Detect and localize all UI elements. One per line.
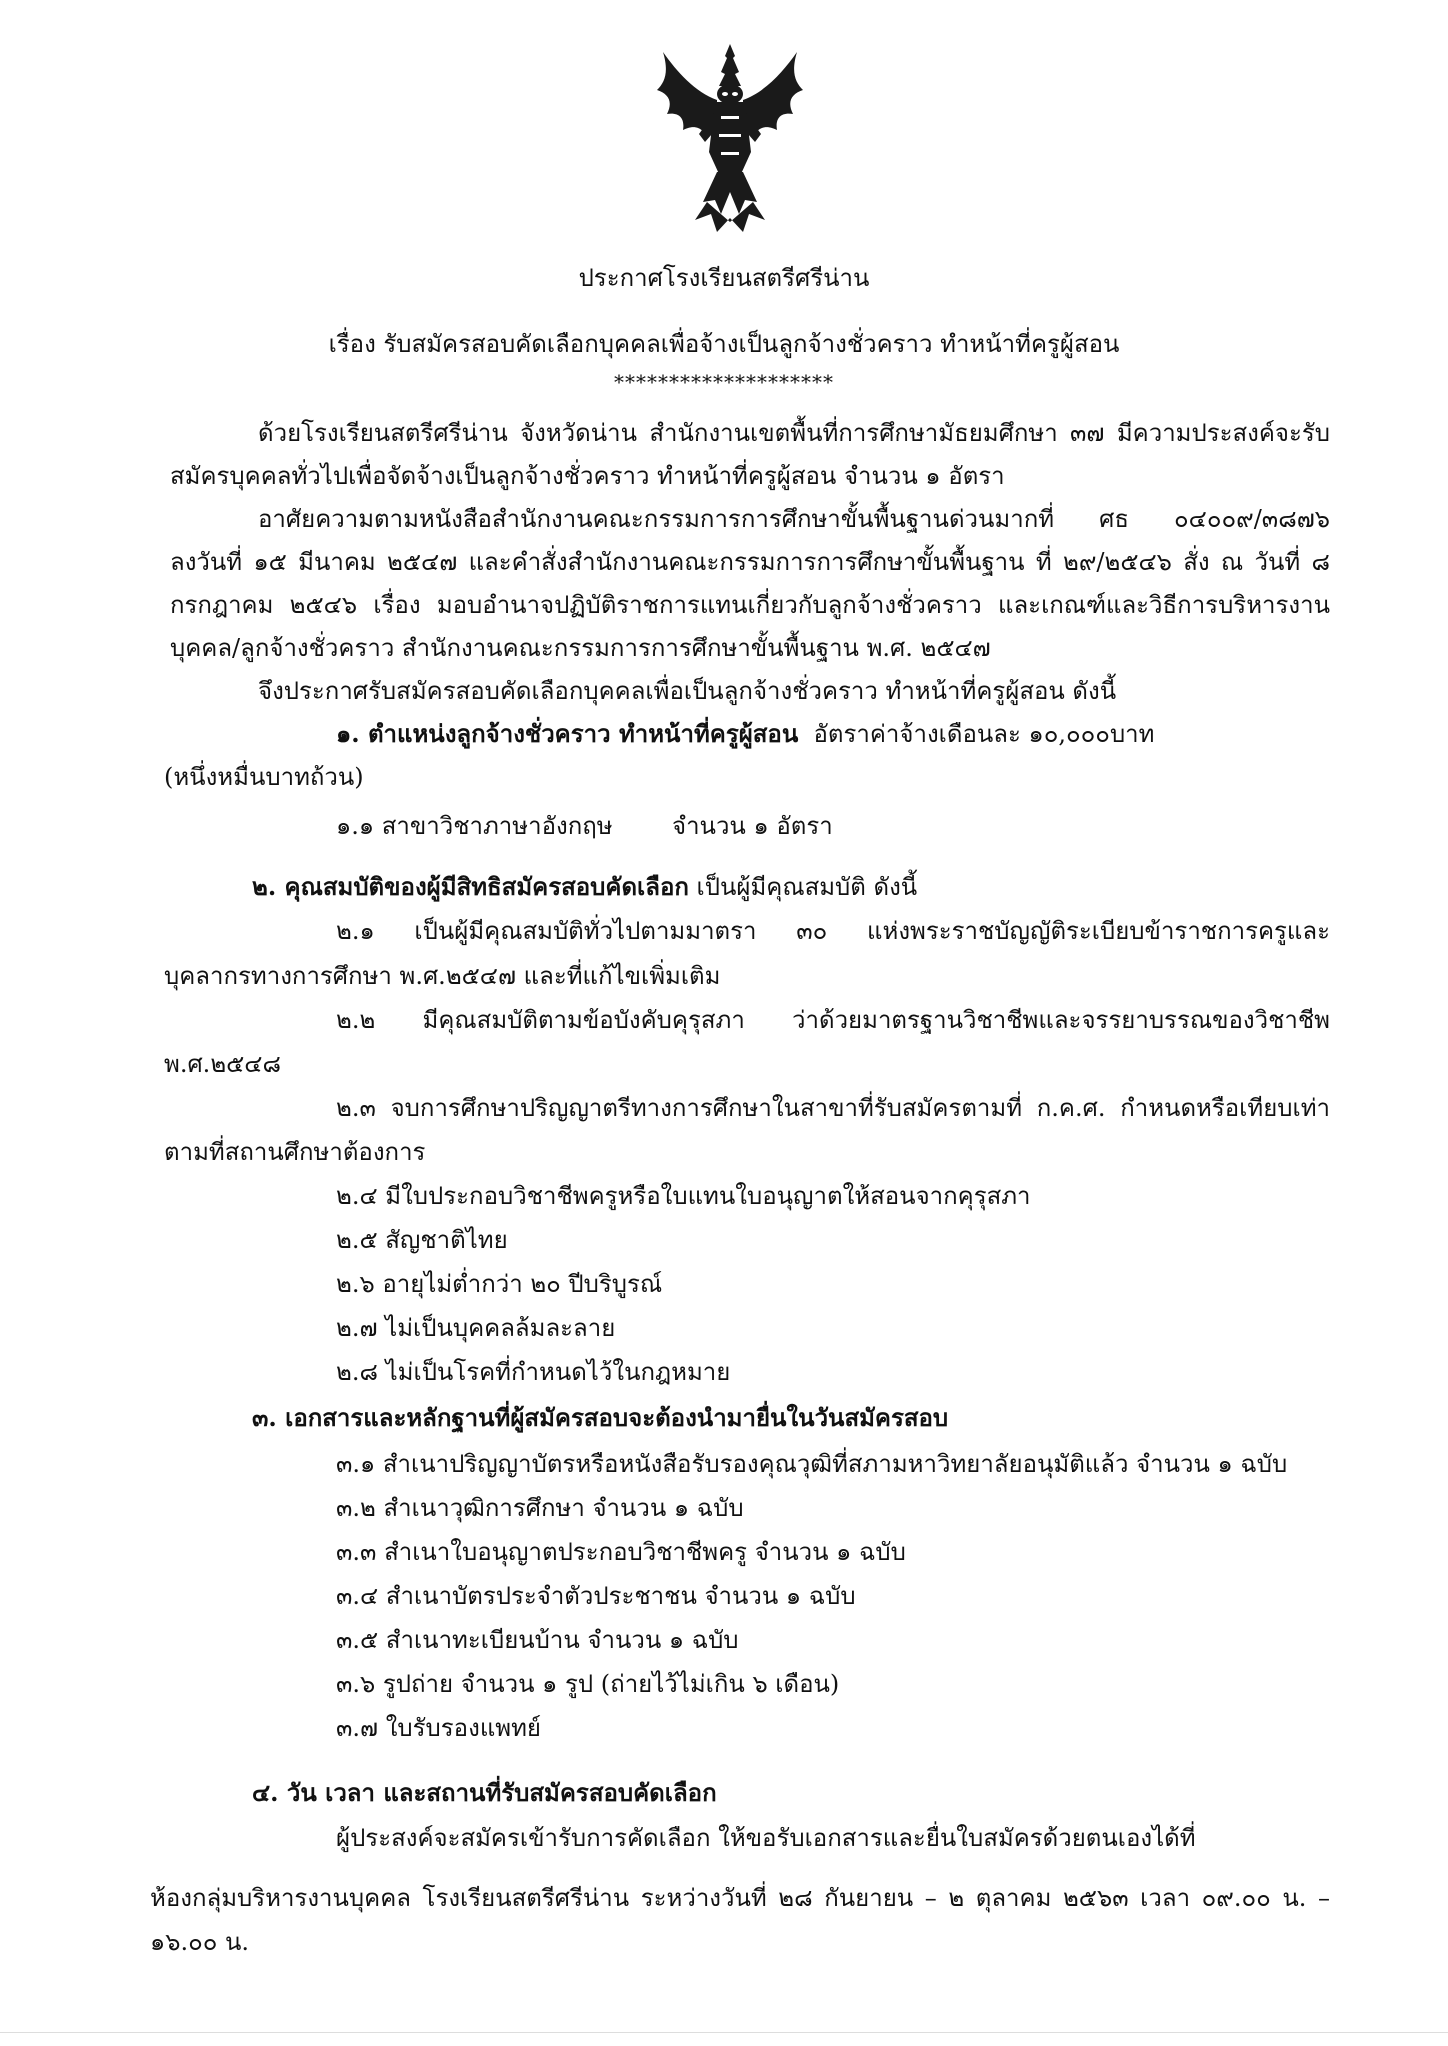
intro-p2-line4: บุคคล/ลูกจ้างชั่วคราว สำนักงานคณะกรรมการการศึกษาขั้นพื้นฐาน พ.ศ. ๒๕๔๗ xyxy=(170,634,991,662)
section3-item-1: ๓.๑ สำเนาปริญญาบัตรหรือหนังสือรับรองคุณวุฒิที่สภามหาวิทยาลัยอนุมัติแล้ว จำนวน ๑ ฉบับ xyxy=(336,1450,1288,1478)
section3-item-4: ๓.๔ สำเนาบัตรประจำตัวประชาชน จำนวน ๑ ฉบับ xyxy=(336,1582,856,1610)
section2-item-2-line1: ๒.๒ มีคุณสมบัติตามข้อบังคับคุรุสภา ว่าด้วยมาตรฐานวิชาชีพและจรรยาบรรณของวิชาชีพ xyxy=(336,1006,1330,1034)
section2-heading-line xyxy=(252,873,917,902)
section1-heading-line xyxy=(336,720,1154,749)
section1-item-count: จำนวน ๑ อัตรา xyxy=(672,812,833,840)
section2-item-5: ๒.๕ สัญชาติไทย xyxy=(336,1226,508,1254)
section2-item-6: ๒.๖ อายุไม่ต่ำกว่า ๒๐ ปีบริบูรณ์ xyxy=(336,1270,663,1298)
section3-item-2: ๓.๒ สำเนาวุฒิการศึกษา จำนวน ๑ ฉบับ xyxy=(336,1494,744,1522)
intro-p3: จึงประกาศรับสมัครสอบคัดเลือกบุคคลเพื่อเป็นลูกจ้างชั่วคราว ทำหน้าที่ครูผู้สอน ดังนี้ xyxy=(258,677,1117,705)
section4-line1: ผู้ประสงค์จะสมัครเข้ารับการคัดเลือก ให้ขอรับเอกสารและยื่นใบสมัครด้วยตนเองได้ที่ xyxy=(336,1824,1196,1852)
section4-heading: ๔. วัน เวลา และสถานที่รับสมัครสอบคัดเลือก xyxy=(252,1778,717,1807)
section2-heading-tail: เป็นผู้มีคุณสมบัติ ดังนี้ xyxy=(696,873,918,901)
section2-item-7: ๒.๗ ไม่เป็นบุคคลล้มละลาย xyxy=(336,1314,616,1342)
page-title: ประกาศโรงเรียนสตรีศรีน่าน xyxy=(578,264,870,292)
section1-heading: ๑. ตำแหน่งลูกจ้างชั่วคราว ทำหน้าที่ครูผู้สอน xyxy=(336,719,799,748)
section1-item-subject: ๑.๑ สาขาวิชาภาษาอังกฤษ xyxy=(336,812,613,840)
section3-item-3: ๓.๓ สำเนาใบอนุญาตประกอบวิชาชีพครู จำนวน ๑ ฉบับ xyxy=(336,1538,906,1566)
section3-item-6: ๓.๖ รูปถ่าย จำนวน ๑ รูป (ถ่ายไว้ไม่เกิน ๖ เดือน) xyxy=(336,1670,840,1698)
separator: ******************** xyxy=(614,370,834,394)
intro-p2-line2: ลงวันที่ ๑๕ มีนาคม ๒๕๔๗ และคำสั่งสำนักงานคณะกรรมการการศึกษาขั้นพื้นฐาน ที่ ๒๙/๒๕๔๖ สั่ง ณ วันที่ ๘ xyxy=(170,548,1330,576)
section4-line2: ห้องกลุ่มบริหารงานบุคคล โรงเรียนสตรีศรีน่าน ระหว่างวันที่ ๒๘ กันยายน – ๒ ตุลาคม ๒๕๖๓ เวลา ๐๙.๐๐ น. – xyxy=(150,1884,1330,1912)
garuda-emblem-icon xyxy=(655,42,805,242)
section1-salary: อัตราค่าจ้างเดือนละ ๑๐,๐๐๐บาท xyxy=(813,720,1155,748)
section3-item-7: ๓.๗ ใบรับรองแพทย์ xyxy=(336,1714,541,1742)
section2-item-8: ๒.๘ ไม่เป็นโรคที่กำหนดไว้ในกฎหมาย xyxy=(336,1358,731,1386)
intro-p2-line3: กรกฎาคม ๒๕๔๖ เรื่อง มอบอำนาจปฏิบัติราชการแทนเกี่ยวกับลูกจ้างชั่วคราว และเกณฑ์และวิธีการบริหารงาน xyxy=(170,591,1330,619)
intro-p1-line1: ด้วยโรงเรียนสตรีศรีน่าน จังหวัดน่าน สำนักงานเขตพื้นที่การศึกษามัธยมศึกษา ๓๗ มีความประสงค์จะรับ xyxy=(258,419,1330,447)
section2-item-3-line2: ตามที่สถานศึกษาต้องการ xyxy=(164,1138,426,1166)
section2-item-2-line2: พ.ศ.๒๕๔๘ xyxy=(164,1050,281,1078)
section3-heading: ๓. เอกสารและหลักฐานที่ผู้สมัครสอบจะต้องนำมายื่นในวันสมัครสอบ xyxy=(252,1403,949,1432)
page-bottom-divider xyxy=(0,2032,1448,2033)
section4-line3: ๑๖.๐๐ น. xyxy=(150,1928,250,1956)
section2-item-4: ๒.๔ มีใบประกอบวิชาชีพครูหรือใบแทนใบอนุญาตให้สอนจากคุรุสภา xyxy=(336,1182,1031,1210)
intro-p2-line1: อาศัยความตามหนังสือสำนักงานคณะกรรมการการศึกษาขั้นพื้นฐานด่วนมากที่ ศธ ๐๔๐๐๙/๓๘๗๖ xyxy=(258,505,1330,533)
intro-p1-line2: สมัครบุคคลทั่วไปเพื่อจัดจ้างเป็นลูกจ้างชั่วคราว ทำหน้าที่ครูผู้สอน จำนวน ๑ อัตรา xyxy=(170,462,1005,490)
section2-item-3-line1: ๒.๓ จบการศึกษาปริญญาตรีทางการศึกษาในสาขาที่รับสมัครตามที่ ก.ค.ศ. กำหนดหรือเทียบเท่า xyxy=(336,1094,1330,1122)
subject-line: เรื่อง รับสมัครสอบคัดเลือกบุคคลเพื่อจ้างเป็นลูกจ้างชั่วคราว ทำหน้าที่ครูผู้สอน xyxy=(328,330,1120,358)
section2-heading: ๒. คุณสมบัติของผู้มีสิทธิสมัครสอบคัดเลือก xyxy=(252,872,689,901)
section1-salary-words: (หนึ่งหมื่นบาทถ้วน) xyxy=(164,763,364,791)
section2-item-1-line1: ๒.๑ เป็นผู้มีคุณสมบัติทั่วไปตามมาตรา ๓๐ แห่งพระราชบัญญัติระเบียบข้าราชการครูและ xyxy=(336,917,1330,945)
section2-item-1-line2: บุคลากรทางการศึกษา พ.ศ.๒๕๔๗ และที่แก้ไขเพิ่มเติม xyxy=(164,962,721,990)
section3-item-5: ๓.๕ สำเนาทะเบียนบ้าน จำนวน ๑ ฉบับ xyxy=(336,1626,739,1654)
